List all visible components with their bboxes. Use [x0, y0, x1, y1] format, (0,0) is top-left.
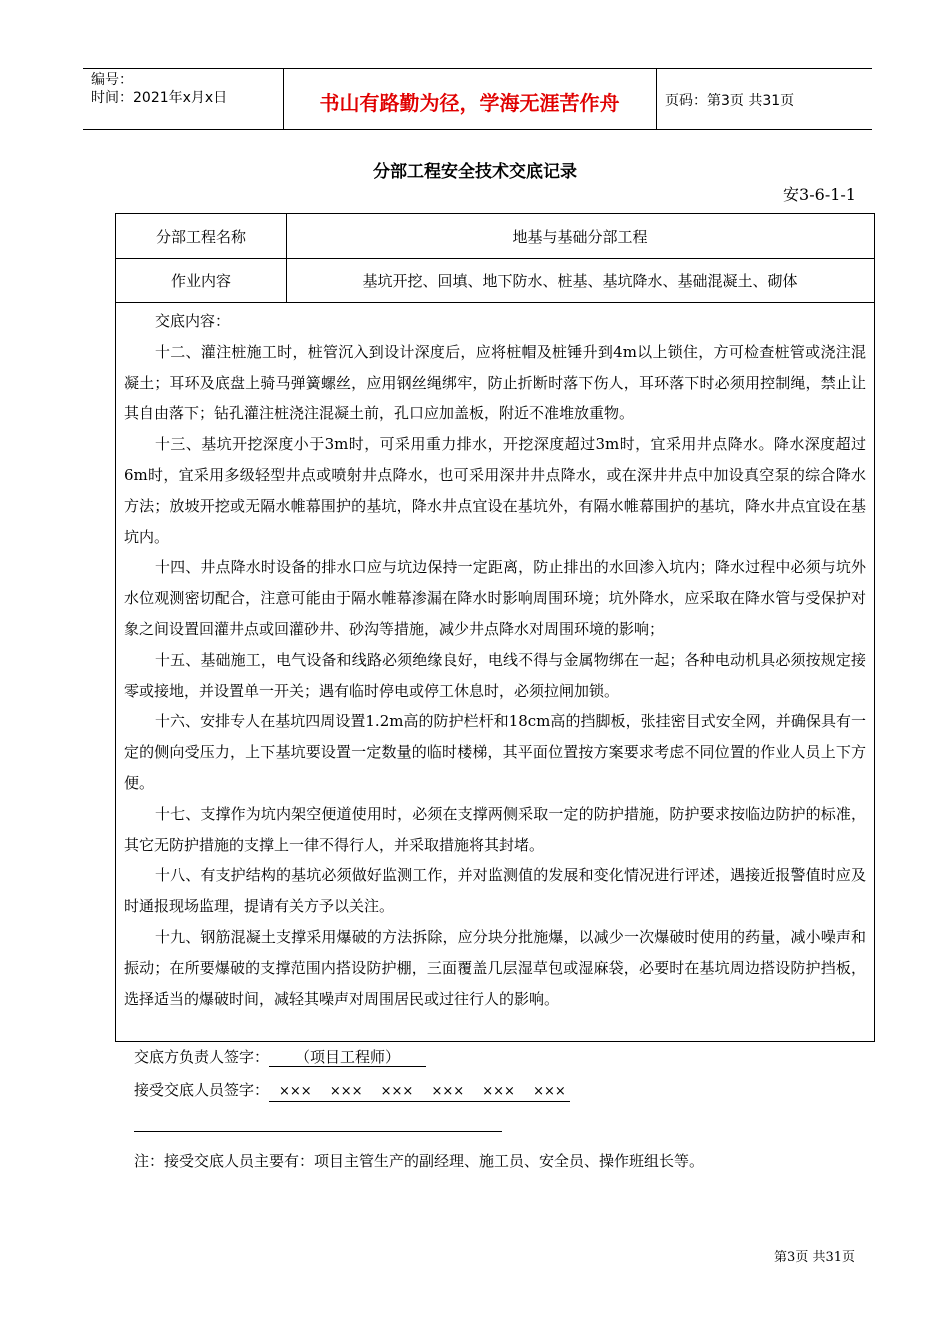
content-paragraph: 十三、基坑开挖深度小于3m时，可采用重力排水，开挖深度超过3m时，宜采用井点降水。降水深度超过6m时，宜采用多级轻型井点或喷射井点降水，也可采用深井井点降水，或在深井井点中加设真空泵的综合降水方法；放坡开挖或无隔水帷幕围护的基坑，降水井点宜设在基坑外，有隔水帷幕围护的基坑，降水井点宜设在基坑内。: [124, 435, 866, 546]
content-paragraph: 十五、基础施工，电气设备和线路必须绝缘良好，电线不得与金属物绑在一起；各种电动机具必须按规定接零或接地，并设置单一开关；遇有临时停电或停工休息时，必须拉闸加锁。: [124, 650, 866, 700]
header-page-info: 页码：第3页 共31页: [665, 93, 795, 109]
time-label: 时间：2021年x月x日: [91, 90, 228, 106]
giver-label: 交底方负责人签字：: [134, 1048, 270, 1066]
number-label: 编号：: [91, 72, 133, 88]
row-value: 地基与基础分部工程: [512, 227, 648, 246]
row-label: 分部工程名称: [116, 214, 287, 258]
content-paragraph: 十七、支撑作为坑内架空便道使用时，必须在支撑两侧采取一定的防护措施，防护要求按临边防护的标准，其它无防护措施的支撑上一律不得行人，并采取措施将其封堵。: [124, 804, 866, 854]
record-table: [115, 213, 875, 1042]
content-paragraph: 十四、井点降水时设备的排水口应与坑边保持一定距离，防止排出的水回渗入坑内；降水过程中必须与坑外水位观测密切配合，注意可能由于隔水帷幕渗漏在降水时影响周围环境；坑外降水，应采取在降水管与受保护对象之间设置回灌井点或回灌砂井、砂沟等措施，减少井点降水对周围环境的影响；: [124, 558, 866, 638]
content-paragraph: 十九、钢筋混凝土支撑采用爆破的方法拆除，应分块分批施爆，以减少一次爆破时使用的药量，减小噪声和振动；在所要爆破的支撑范围内搭设防护棚，三面覆盖几层湿草包或湿麻袋，必要时在基坑周边搭设防护挡板，选择适当的爆破时间，减轻其噪声对周围居民或过往行人的影响。: [124, 927, 866, 1008]
page-header: [83, 68, 872, 130]
note: 注：接受交底人员主要有：项目主管生产的副经理、施工员、安全员、操作班组长等。: [134, 1152, 705, 1170]
giver-value: （项目工程师）: [269, 1048, 426, 1067]
content-heading: 交底内容：: [155, 312, 231, 330]
page-footer: 第3页 共31页: [774, 1250, 855, 1265]
document-title: 分部工程安全技术交底记录: [373, 162, 577, 182]
receiver-label: 接受交底人员签字：: [134, 1081, 270, 1099]
giver-signature: [134, 1046, 426, 1067]
blank-signature-line: [134, 1131, 502, 1132]
row-label: 作业内容: [116, 258, 287, 302]
receiver-signature: [134, 1079, 570, 1102]
document-code: 安3-6-1-1: [783, 185, 856, 204]
row-value: 基坑开挖、回填、地下防水、桩基、基坑降水、基础混凝土、砌体: [362, 271, 798, 290]
receiver-value: ××× ××× ××× ××× ××× ×××: [269, 1083, 570, 1102]
content-paragraph: 十二、灌注桩施工时，桩管沉入到设计深度后，应将桩帽及桩锤升到4m以上锁住，方可检查桩管或浇注混凝土；耳环及底盘上骑马弹簧螺丝，应用钢丝绳绑牢，防止折断时落下伤人，耳环落下时必须用控制绳，禁止让其自由落下；钻孔灌注桩浇注混凝土前，孔口应加盖板，附近不准堆放重物。: [124, 342, 866, 423]
header-meta: [91, 71, 281, 107]
header-divider: [656, 69, 657, 129]
table-row: [116, 214, 874, 259]
content-paragraph: 十六、安排专人在基坑四周设置1.2m高的防护栏杆和18cm高的挡脚板，张挂密目式安全网，并确保具有一定的侧向受压力，上下基坑要设置一定数量的临时楼梯，其平面位置按方案要求考虑不同位置的作业人员上下方便。: [124, 712, 866, 792]
table-row: [116, 258, 874, 303]
disclosure-content: [124, 306, 866, 1014]
content-paragraph: 十八、有支护结构的基坑必须做好监测工作，并对监测值的发展和变化情况进行评述，遇接近报警值时应及时通报现场监理，提请有关方予以关注。: [124, 866, 866, 916]
header-motto: 书山有路勤为径，学海无涯苦作舟: [319, 91, 620, 115]
